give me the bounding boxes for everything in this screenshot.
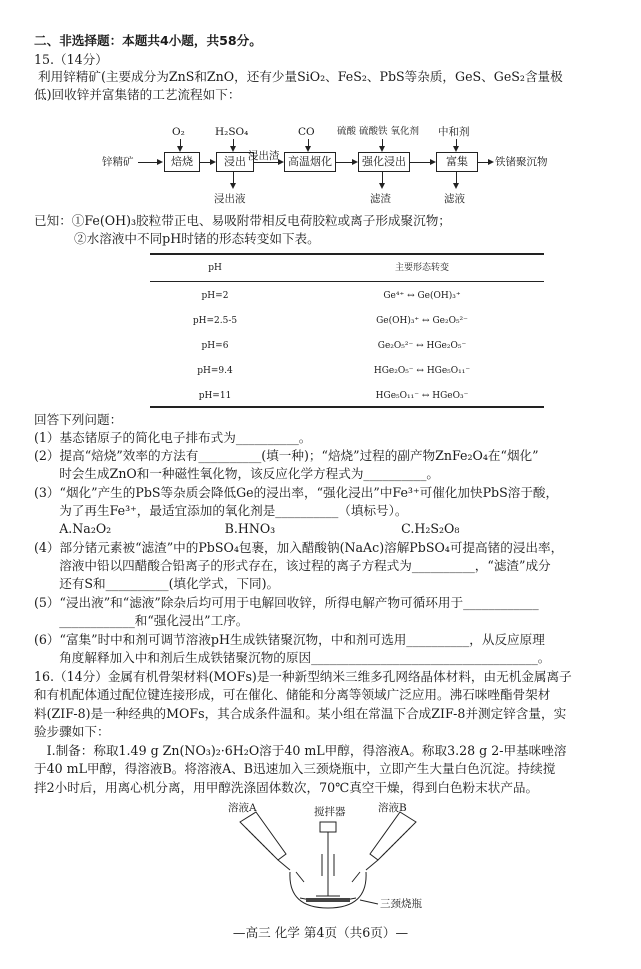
label-solution-a: 溶液A: [228, 802, 257, 814]
flow-arrow: [409, 162, 431, 163]
flow-arrow: [335, 162, 353, 163]
known-2: ②水溶液中不同pH时锗的形态转变如下表。: [74, 231, 320, 246]
table-cell: pH=11: [198, 391, 232, 401]
flow-arrow: [233, 139, 234, 146]
flow-arrow: [138, 162, 158, 163]
table-cell: pH=9.4: [197, 366, 233, 376]
flow-arrow: [456, 139, 457, 146]
q16-line-6: 于40 mL甲醇，得溶液B。将溶液A、B迅速加入三颈烧瓶中，立即产生大量白色沉淀。持续搅: [34, 761, 556, 776]
q15-header: 15.（14分）: [34, 52, 108, 67]
output-filtrate: 滤液: [444, 193, 465, 205]
q15-sub-3: (3）“烟化”产生的PbS等杂质会降低Ge的浸出率，“强化浸出”中Fe³⁺可催化加快PbS溶于酸，: [34, 485, 559, 500]
input-co: CO: [298, 126, 315, 138]
answer-prompt: 回答下列问题：: [34, 412, 123, 427]
flow-arrow: [233, 171, 234, 183]
q15-sub-5: (5）“浸出液”和“滤液”除杂后均可用于电解回收锌，所得电解产物可循环用于____________: [34, 595, 539, 610]
label-flask: 三颈烧瓶: [380, 898, 422, 910]
input-neutralizer: 中和剂: [438, 126, 470, 138]
label-solution-b: 溶液B: [378, 802, 407, 814]
arrow-head: [453, 183, 459, 189]
flow-arrow: [308, 139, 309, 146]
flow-end: 铁锗聚沉物: [495, 156, 548, 168]
table-row: [150, 334, 544, 358]
flow-arrow: [180, 139, 181, 146]
q15-sub-1: (1）基态锗原子的简化电子排布式为__________。: [34, 430, 312, 445]
known-1: 已知：①Fe(OH)₃胶粒带正电、易吸附带相反电荷胶粒或离子形成聚沉物；: [34, 213, 451, 228]
q16-line-3: 料(ZIF-8)是一种经典的MOFs，其合成条件温和。某小组在常温下合成ZIF-8并测定锌含量，实: [34, 706, 567, 721]
input-h2so4: H₂SO₄: [215, 126, 249, 138]
table-cell: pH=2: [201, 291, 229, 301]
table-cell: Ge⁴⁺ ↔ Ge(OH)₃⁺: [383, 291, 461, 301]
arrow-head: [157, 159, 163, 165]
q15-sub-6: (6）“富集”时中和剂可调节溶液pH生成铁锗聚沉物，中和剂可选用__________，从反应原理: [34, 632, 545, 647]
arrow-head: [177, 146, 183, 152]
flow-arrow: [253, 162, 279, 163]
q15-sub-5b: ____________和“强化浸出”工序。: [34, 613, 249, 628]
flow-arrow: [382, 171, 383, 183]
table-cell: pH=6: [201, 341, 229, 351]
table-cell: HGe₅O₁₁⁻ ↔ HGeO₃⁻: [375, 391, 469, 401]
page-footer: —高三 化学 第4页（共6页）—: [232, 925, 409, 940]
q16-line-4: 验步骤如下：: [34, 724, 110, 739]
table-row: [150, 309, 544, 333]
q16-line-2: 和有机配体通过配位键连接形成，可在催化、储能和分离等领域广泛应用。沸石咪唑酯骨架材: [34, 687, 551, 702]
table-row: [150, 359, 544, 383]
flow-mid-label: 浸出渣: [248, 150, 280, 162]
flow-start: 锌精矿: [102, 156, 134, 168]
input-o2: O₂: [172, 126, 185, 138]
arrow-head: [305, 146, 311, 152]
apparatus-figure: [228, 800, 428, 916]
q15-intro-1: 利用锌精矿(主要成分为ZnS和ZnO，还有少量SiO₂、FeS₂、PbS等杂质，GeS、GeS₂含量极: [38, 69, 563, 84]
flow-box-fuming: 高温烟化: [284, 152, 336, 172]
table-cell: Ge(OH)₃⁺ ↔ Ge₂O₅²⁻: [376, 316, 468, 326]
q15-sub-6b: 角度解释加入中和剂后生成铁锗聚沉物的原因____________________________________。: [34, 650, 551, 665]
flow-box-roast: 焙烧: [164, 152, 200, 172]
table-cell: pH=2.5-5: [192, 316, 238, 326]
table-cell: Ge₂O₅²⁻ ↔ HGe₂O₅⁻: [377, 341, 467, 351]
q16-line-1: 16.（14分）金属有机骨架材料(MOFs)是一种新型纳米三维多孔网络晶体材料，由无机金属离子: [34, 669, 572, 684]
table-top-rule: [150, 253, 544, 255]
table-header-row: [150, 256, 544, 280]
label-stirrer: 搅拌器: [314, 806, 346, 818]
q15-sub-4: (4）部分锗元素被“滤渣”中的PbSO₄包裹，加入醋酸钠(NaAc)溶解PbSO₄可提高锗的浸出率，: [34, 540, 564, 555]
flow-box-intensified: 强化浸出: [358, 152, 410, 172]
q15-sub-4b: 溶液中铅以四醋酸合铅离子的形式存在，该过程的离子方程式为__________，“滤渣”成分: [34, 558, 551, 573]
table-header-ph: pH: [208, 263, 222, 273]
table-row: [150, 384, 544, 408]
arrow-head: [379, 146, 385, 152]
flow-arrow: [456, 171, 457, 183]
arrow-head: [379, 183, 385, 189]
flow-box-leach: 浸出: [216, 152, 254, 172]
arrow-head: [230, 146, 236, 152]
arrow-head: [230, 183, 236, 189]
q15-sub-3b: 为了再生Fe³⁺，最适宜添加的氧化剂是__________（填标号）。: [34, 503, 408, 518]
q15-sub-4c: 还有S和__________(填化学式，下同)。: [34, 576, 280, 591]
table-cell: HGe₂O₅⁻ ↔ HGe₅O₁₁⁻: [373, 366, 471, 376]
q16-line-5: Ⅰ.制备：称取1.49 g Zn(NO₃)₂·6H₂O溶于40 mL甲醇，得溶液A。称取3.28 g 2-甲基咪唑溶: [34, 743, 567, 758]
q15-sub-2: (2）提高“焙烧”效率的方法有__________(填一种)；“焙烧”过程的副产物ZnFe₂O₄在“烟化”: [34, 448, 539, 463]
flow-arrow: [382, 139, 383, 146]
table-header-rule: [150, 281, 544, 282]
arrow-head: [453, 146, 459, 152]
q16-line-7: 拌2小时后，用离心机分离，用甲醇洗涤固体数次，70℃真空干燥，得到白色粉末状产品。: [34, 780, 539, 795]
q15-sub-2b: 时会生成ZnO和一种磁性氧化物，该反应化学方程式为__________。: [34, 466, 439, 481]
q15-intro-2: 低)回收锌并富集锗的工艺流程如下：: [34, 87, 241, 102]
flow-box-enrich: 富集: [436, 152, 478, 172]
table-bottom-rule: [150, 406, 544, 408]
output-leachate: 浸出液: [214, 193, 246, 205]
section-title: 二、非选择题：本题共4小题，共58分。: [34, 33, 262, 48]
arrow-head: [488, 159, 494, 165]
output-residue: 滤渣: [370, 193, 391, 205]
q15-sub-3-options: A.Na₂O₂ B.HNO₃ C.H₂S₂O₈: [34, 521, 460, 536]
table-row: [150, 284, 544, 308]
table-header-form: 主要形态转变: [394, 263, 449, 273]
input-reagents: 硫酸 硫酸铁 氧化剂: [337, 126, 420, 137]
